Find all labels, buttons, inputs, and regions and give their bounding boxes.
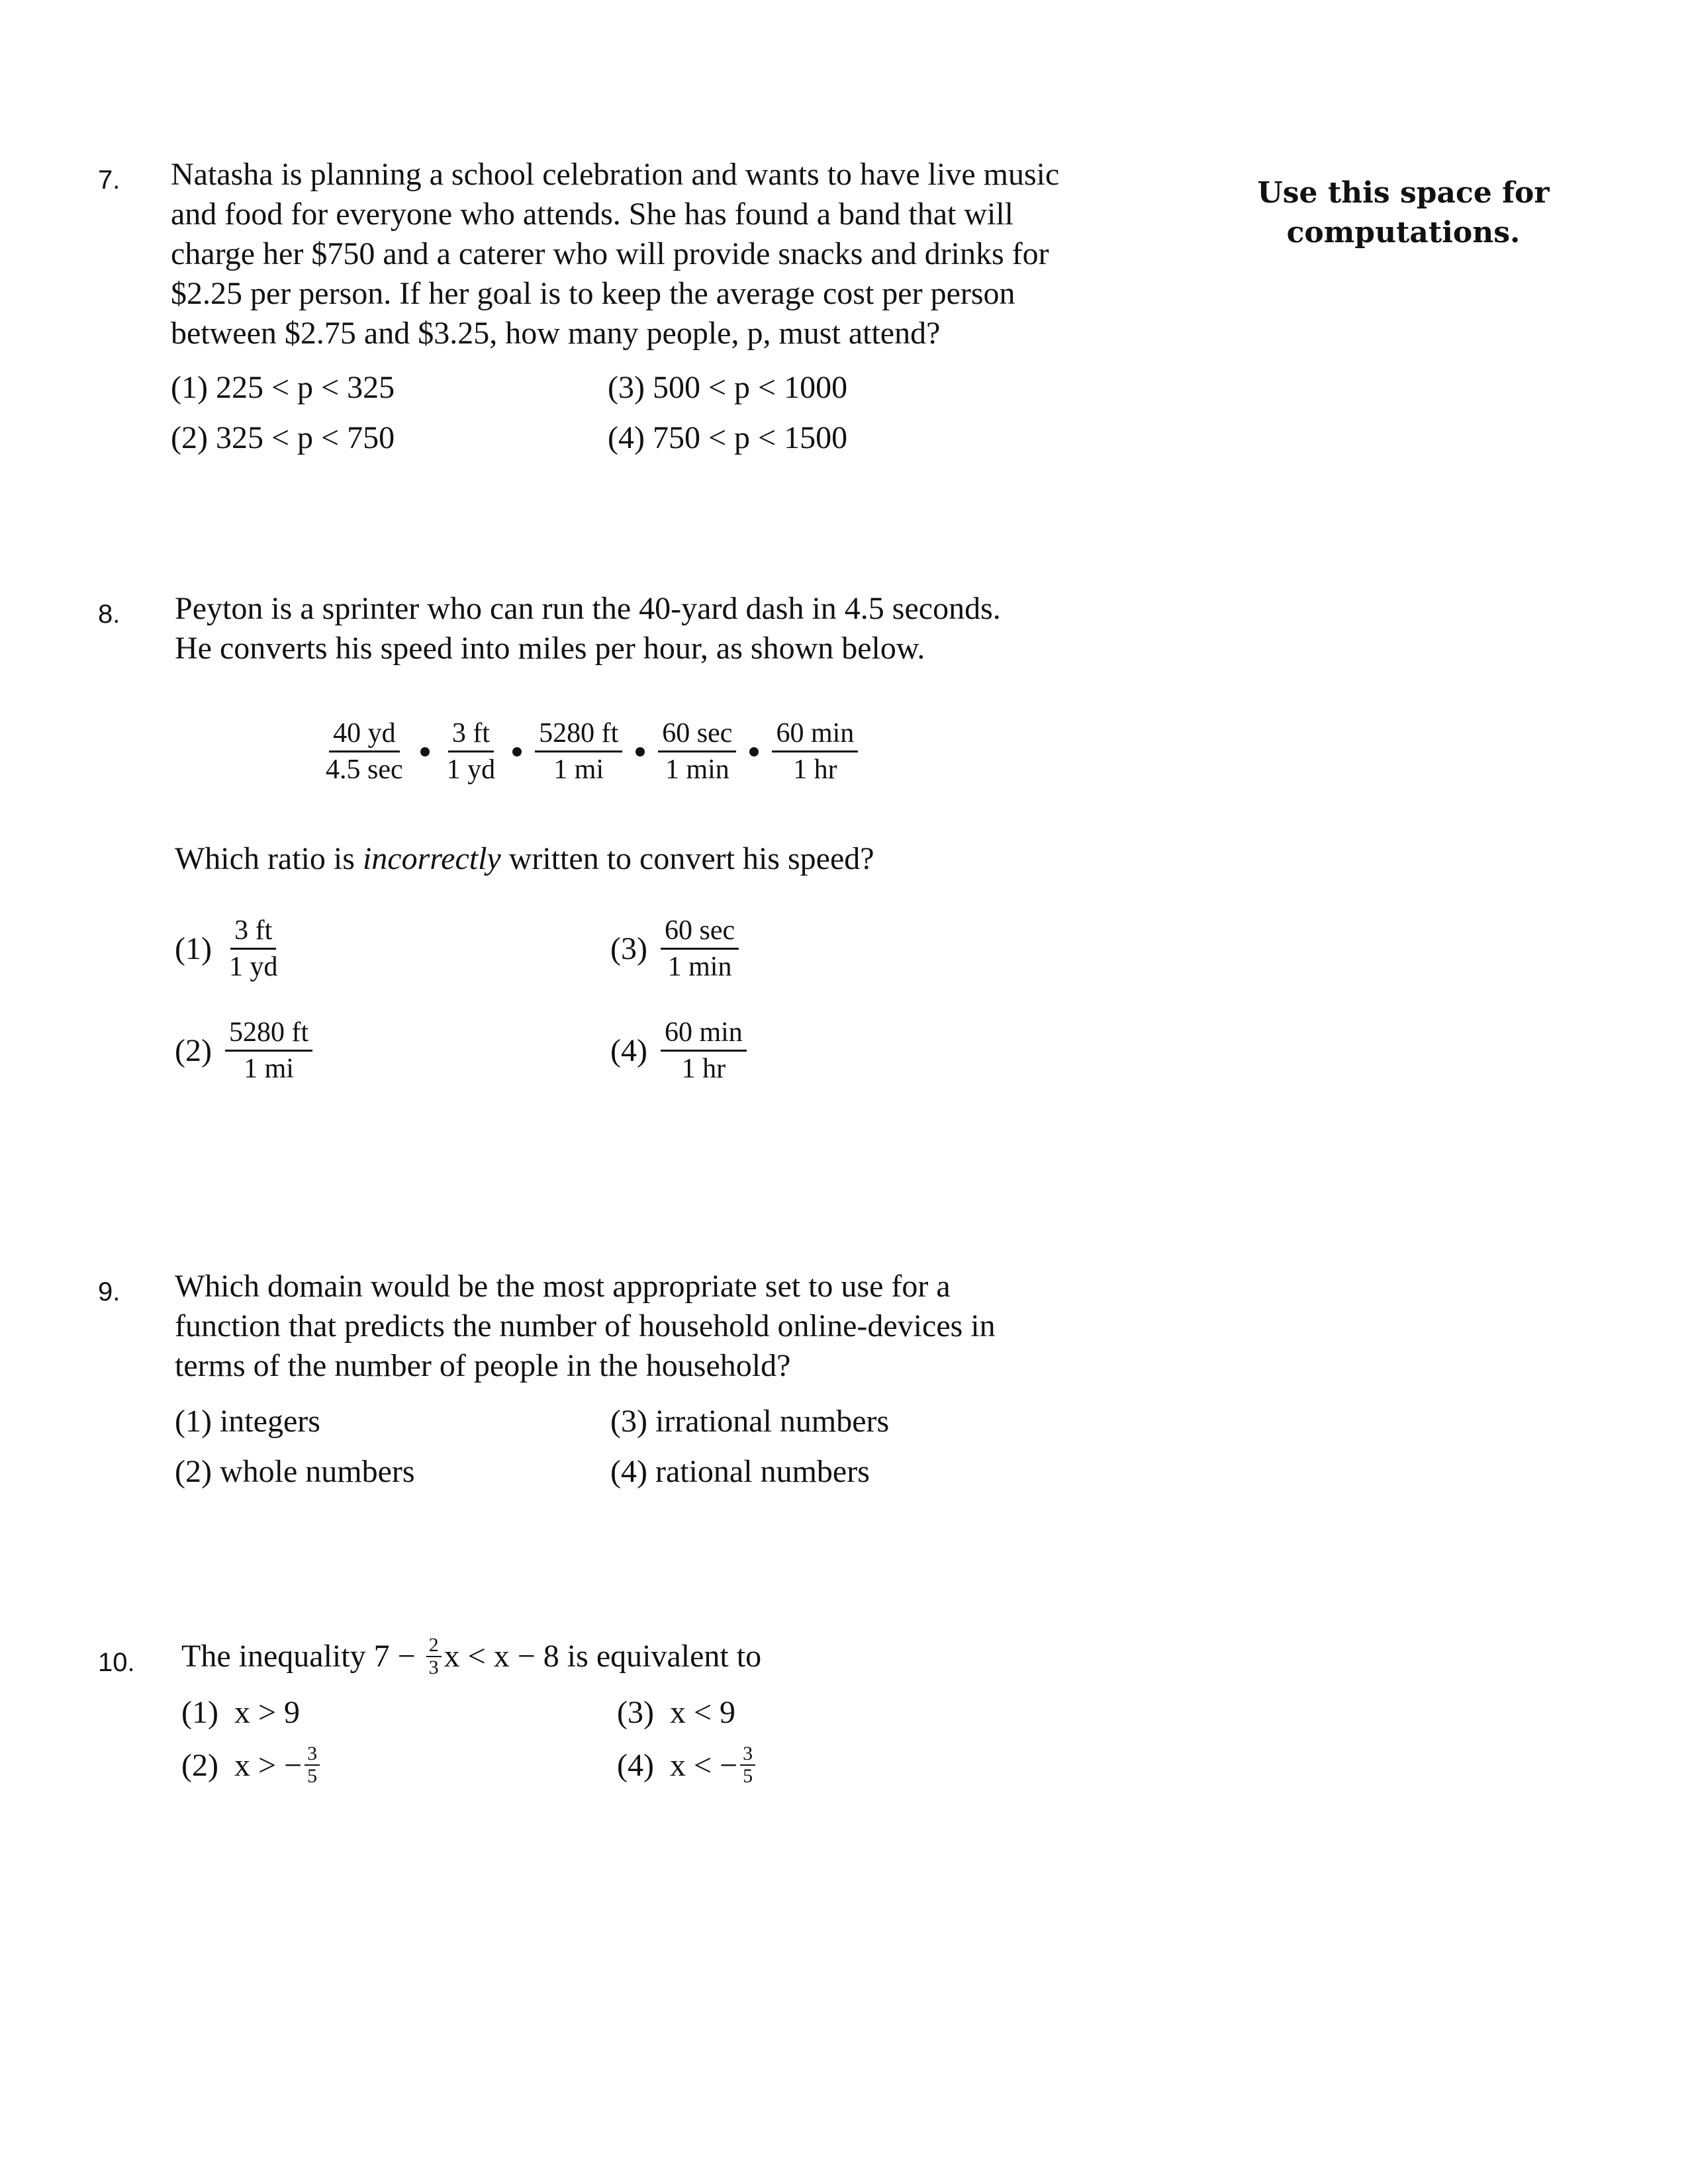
stem-line: Peyton is a sprinter who can run the 40-yard dash in 4.5 seconds.	[175, 591, 1001, 626]
q8-option-1[interactable]: (1) $\frac{3 ft}{1 yd}$	[175, 913, 281, 984]
q8-option-2[interactable]: (2) $\frac{5280 ft}{1 mi}$	[175, 1015, 312, 1086]
question-10-stem: The inequality 7 − $\frac{2}{3}$ x < x − 8 is equivalent to	[181, 1634, 762, 1678]
q9-option-1[interactable]: (1) integers	[175, 1404, 320, 1439]
q9-option-4[interactable]: (4) rational numbers	[610, 1454, 870, 1489]
side-note-line1: Use this space for	[1257, 176, 1550, 210]
stem-line: and food for everyone who attends. She has found a band that will	[171, 197, 1014, 232]
unit-conversion-expression	[322, 716, 858, 787]
q9-option-3[interactable]: (3) irrational numbers	[610, 1404, 890, 1439]
q10-option-3[interactable]: (3) x < 9	[617, 1695, 736, 1730]
q8-option-4[interactable]: (4) $\frac{60 \min}{1 hr}$	[610, 1015, 747, 1086]
q8-option-3[interactable]: (3) $\frac{60 \sec}{1 \min}$	[610, 913, 739, 984]
multiply-dot	[512, 747, 522, 756]
q10-option-4[interactable]: (4) x < − $\frac{3}{5}$	[617, 1743, 758, 1787]
stem-line: between $2.75 and $3.25, how many people, p, must attend?	[171, 316, 941, 351]
q7-option-2[interactable]: (2) 325 < p < 750	[171, 420, 395, 455]
question-8-stem	[175, 589, 1001, 668]
stem-line: charge her $750 and a caterer who will provide snacks and drinks for	[171, 236, 1049, 271]
conversion-ratio: $\frac{40 yd}{4.5 \sec}$	[322, 716, 407, 787]
q7-option-1[interactable]: (1) 225 < p < 325	[171, 370, 395, 405]
stem-line: $2.25 per person. If her goal is to keep the average cost per person	[171, 276, 1015, 311]
question-8-number: 8.	[98, 600, 120, 629]
conversion-ratio: $\frac{60 \min}{1 hr}$	[772, 716, 858, 787]
stem-line: function that predicts the number of household online-devices in	[175, 1308, 996, 1343]
stem-line: Natasha is planning a school celebration and wants to have live music	[171, 157, 1060, 192]
conversion-ratio: $\frac{60 \sec}{1 \min}$	[658, 716, 736, 787]
stem-line: He converts his speed into miles per hour, as shown below.	[175, 631, 925, 666]
multiply-dot	[635, 747, 645, 756]
question-9-number: 9.	[98, 1277, 120, 1306]
question-7-stem	[171, 155, 1059, 353]
conversion-ratio: $\frac{5280 ft}{1 mi}$	[535, 716, 622, 787]
multiply-dot	[749, 747, 759, 756]
question-10-number: 10.	[98, 1648, 135, 1677]
stem-line: Which domain would be the most appropriate set to use for a	[175, 1269, 951, 1304]
q7-option-4[interactable]: (4) 750 < p < 1500	[608, 420, 848, 455]
fraction: $\frac{2}{3}$	[426, 1635, 442, 1678]
multiply-dot	[420, 747, 430, 756]
q10-option-2[interactable]: (2) x > − $\frac{3}{5}$	[181, 1743, 322, 1787]
q9-option-2[interactable]: (2) whole numbers	[175, 1454, 415, 1489]
conversion-ratio: $\frac{3 ft}{1 yd}$	[443, 716, 500, 787]
side-note-line2: computations.	[1286, 216, 1521, 250]
q7-option-3[interactable]: (3) 500 < p < 1000	[608, 370, 848, 405]
question-8-prompt: Which ratio is incorrectly written to convert his speed?	[175, 841, 874, 876]
question-9-stem	[175, 1267, 996, 1386]
stem-line: terms of the number of people in the household?	[175, 1348, 791, 1383]
computation-space-note	[1231, 173, 1575, 253]
question-7-number: 7.	[98, 165, 120, 195]
q10-option-1[interactable]: (1) x > 9	[181, 1695, 301, 1730]
